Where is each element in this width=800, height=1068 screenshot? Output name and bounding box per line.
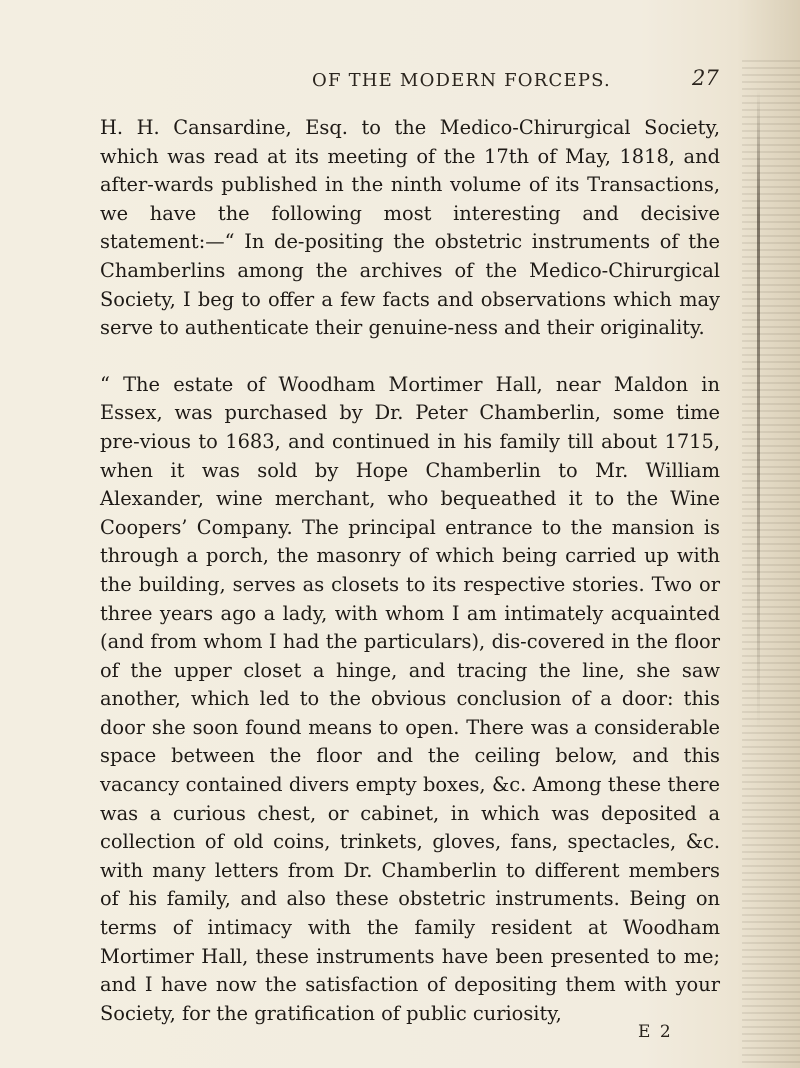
page-edge-shadow <box>742 60 800 1068</box>
signature-mark: E 2 <box>638 1022 673 1042</box>
page-number: 27 <box>692 66 719 90</box>
paragraph: H. H. Cansardine, Esq. to the Medico-Chirurgical Society, which was read at its meeting of the 17th of May, 1818, and after-wards published in the ninth volume of its Transactions, we have the following most interesting and decisive statement:—“ In de-positing the obstetric instruments of the Chamberlins among the archives of the Medico-Chirurgical Society, I beg to offer a few facts and observations which may serve to authenticate their genuine-ness and their originality. <box>100 116 720 340</box>
binding-edge-line <box>757 90 760 730</box>
running-head: OF THE MODERN FORCEPS. <box>312 70 611 91</box>
paragraph: “ The estate of Woodham Mortimer Hall, near Maldon in Essex, was purchased by Dr. Peter Chamberlin, some time pre-vious to 1683, and continued in his family till about 1715, when it was sold by Hope Chamberlin to Mr. William Alexander, wine merchant, who bequeathed it to the Wine Coopers’ Company. The principal entrance to the mansion is through a porch, the masonry of which being carried up with the building, serves as closets to its respective stories. Two or three years ago a lady, with whom I am intimately acquainted (and from whom I had the particulars), dis-covered in the floor of the upper closet a hinge, and tracing the line, she saw another, which led to the obvious conclusion of a door: this door she soon found means to open. There was a considerable space between the floor and the ceiling below, and this vacancy contained divers empty boxes, &c. Among these there was a curious chest, or cabinet, in which was deposited a collection of old coins, trinkets, gloves, fans, spectacles, &c. with many letters from Dr. Chamberlin to different members of his family, and also these obstetric instruments. Being on terms of intimacy with the family resident at Woodham Mortimer Hall, these instruments have been presented to me; and I have now the satisfaction of depositing them with your Society, for the gratification of public curiosity, <box>100 372 720 1025</box>
body-text <box>100 114 720 1028</box>
